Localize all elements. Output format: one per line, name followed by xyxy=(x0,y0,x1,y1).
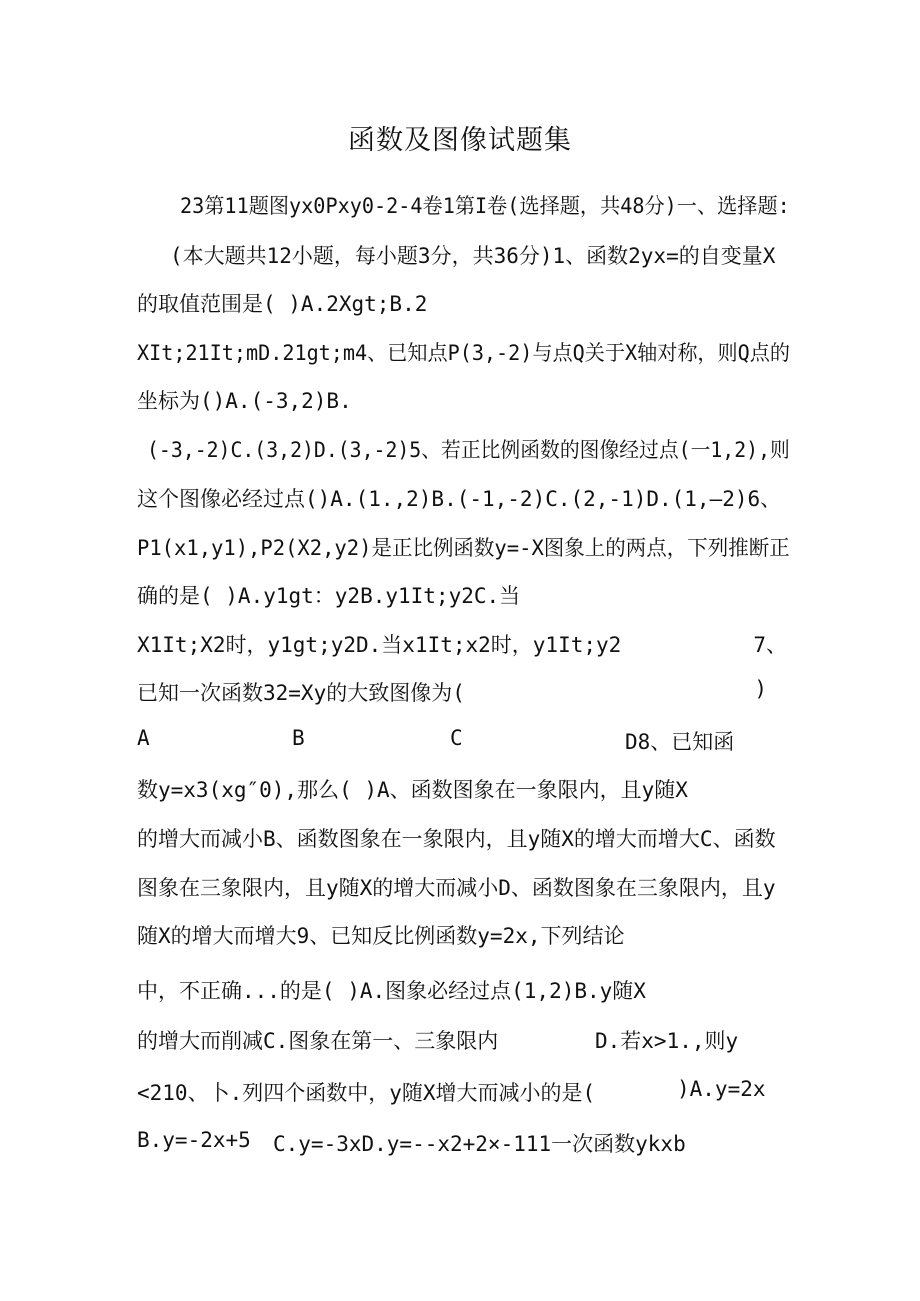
text-line-16: 随X的增大而增大9、已知反比例函数y=2x,下列结论 xyxy=(137,924,625,948)
text-line-18-left: 的增大而削减C.图象在第一、三象限内 xyxy=(137,1029,499,1053)
text-line-10-left: X1It;X2时，y1gt;y2D.当x1It;x2时，y1It;y2 xyxy=(137,633,622,657)
text-line-20-b: C.y=-3xD.y=--x2+2×-111一次函数ykxb xyxy=(273,1132,686,1156)
option-b: B xyxy=(292,726,305,750)
text-line-4: XIt;21It;mD.21gt;m4、已知点P(3,-2)与点Q关于X轴对称，则Q点的 xyxy=(137,341,791,365)
text-line-8: P1(x1,y1),P2(X2,y2)是正比例函数y=-X图象上的两点，下列推断正 xyxy=(137,536,790,560)
text-line-13: 数y=x3(xg″0),那么( )A、函数图象在一象限内，且y随X xyxy=(137,778,688,802)
text-line-19-left: <210、卜.列四个函数中，y随X增大而减小的是( xyxy=(137,1081,596,1105)
text-line-15: 图象在三象限内，且y随X的增大而减小D、函数图象在三象限内，且y xyxy=(137,876,776,900)
text-line-1: 23第11题图yx0Pxy0-2-4卷1第I卷(选择题，共48分)一、选择题: xyxy=(180,194,790,218)
text-line-3: 的取值范围是( )A.2Xgt;B.2 xyxy=(137,292,428,316)
text-line-6: (-3,-2)C.(3,2)D.(3,-2)5、若正比例函数的图像经过点(一1,2),则 xyxy=(147,438,790,462)
text-line-9: 确的是( )A.y1gt：y2B.y1It;y2C.当 xyxy=(137,584,521,608)
option-a: A xyxy=(137,726,150,750)
text-line-14: 的增大而减小B、函数图象在一象限内，且y随X的增大而增大C、函数 xyxy=(137,827,776,851)
text-line-19-right: )A.y=2x xyxy=(677,1077,766,1101)
document-title: 函数及图像试题集 xyxy=(348,125,572,156)
text-line-2: (本大题共12小题，每小题3分，共36分)1、函数2yx=的自变量X xyxy=(170,244,776,268)
option-d: D8、已知函 xyxy=(625,730,735,754)
text-line-18-right: D.若x>1.,则y xyxy=(595,1029,739,1053)
option-c: C xyxy=(450,726,463,750)
text-line-5: 坐标为()A.(-3,2)B. xyxy=(137,389,352,413)
text-line-10-right: 7、 xyxy=(753,633,787,657)
text-line-20-a: B.y=-2x+5 xyxy=(137,1128,251,1152)
text-line-11-right: ) xyxy=(754,677,767,701)
text-line-11-left: 已知一次函数32=Xy的大致图像为( xyxy=(137,681,465,705)
text-line-7: 这个图像必经过点()A.(1.,2)B.(-1,-2)C.(2,-1)D.(1,—2)6、 xyxy=(137,487,782,511)
text-line-17: 中，不正确...的是( )A.图象必经过点(1,2)B.y随X xyxy=(137,979,646,1003)
